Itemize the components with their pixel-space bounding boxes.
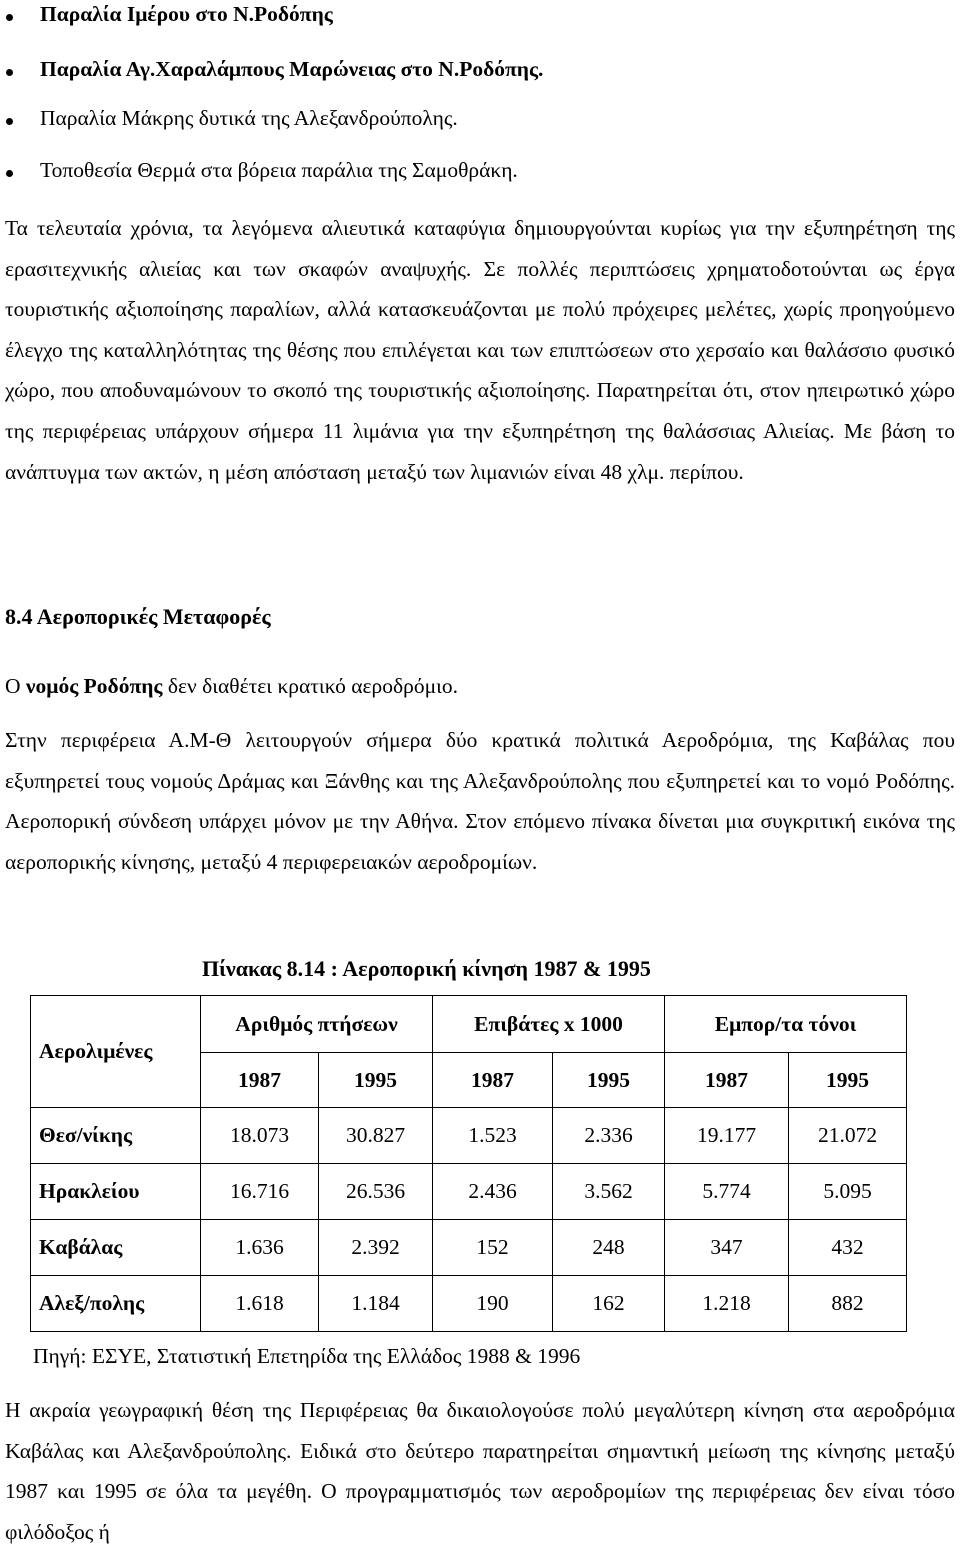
table-cell: 1.636 bbox=[201, 1220, 319, 1276]
group-header: Αριθμός πτήσεων bbox=[201, 996, 433, 1053]
table-cell: 432 bbox=[789, 1220, 907, 1276]
table-cell: 5.774 bbox=[665, 1164, 789, 1220]
table-cell: 1.218 bbox=[665, 1276, 789, 1332]
table-cell: 248 bbox=[553, 1220, 665, 1276]
table-cell: 3.562 bbox=[553, 1164, 665, 1220]
paragraph-fishing-shelters: Τα τελευταία χρόνια, τα λεγόμενα αλιευτικά καταφύγια δημιουργούνται κυρίως για την εξυπηρέτηση της ερασιτεχνικής αλιείας και των σκαφών αναψυχής. Σε πολλές περιπτώσεις χρηματοδοτούνται ως έργα τουριστικής αξιοποίησης παραλίων, αλλά κατασκευάζονται με πολύ πρόχειρες μελέτες, χωρίς προηγούμενο έλεγχο της καταλληλότητας της θέσης που επιλέγεται και των επιπτώσεων στο χερσαίο και θαλάσσιο φυσικό χώρο, που αποδυναμώνουν το σκοπό της τουριστικής αξιοποίησης. Παρατηρείται ότι, στον ηπειρωτικό χώρο της περιφέρειας υπάρχουν σήμερα 11 λιμάνια για την εξυπηρέτηση της θαλάσσιας Αλιείας. Με βάση το ανάπτυγμα των ακτών, η μέση απόσταση μεταξύ των λιμανιών είναι 48 χλμ. περίπου. bbox=[5, 216, 955, 484]
nomos-prefix: Ο bbox=[5, 674, 26, 698]
table-cell: 347 bbox=[665, 1220, 789, 1276]
year-header: 1987 bbox=[201, 1053, 319, 1108]
table-row bbox=[31, 1108, 907, 1164]
year-header: 1987 bbox=[433, 1053, 553, 1108]
table-cell: 16.716 bbox=[201, 1164, 319, 1220]
year-header: 1995 bbox=[789, 1053, 907, 1108]
table-cell: 152 bbox=[433, 1220, 553, 1276]
airport-name: Ηρακλείου bbox=[31, 1164, 201, 1220]
table-header-row bbox=[31, 996, 907, 1053]
section-heading: 8.4 Αεροπορικές Μεταφορές bbox=[5, 604, 271, 629]
year-header: 1995 bbox=[319, 1053, 433, 1108]
table-cell: 21.072 bbox=[789, 1108, 907, 1164]
group-header: Επιβάτες x 1000 bbox=[433, 996, 665, 1053]
bullet-icon bbox=[6, 14, 13, 21]
table-cell: 5.095 bbox=[789, 1164, 907, 1220]
bullet-icon bbox=[6, 170, 13, 177]
nomos-suffix: δεν διαθέτει κρατικό αεροδρόμιο. bbox=[162, 674, 459, 698]
list-item-text: Παραλία Μάκρης δυτικά της Αλεξανδρούπολης. bbox=[40, 106, 458, 130]
airport-name: Καβάλας bbox=[31, 1220, 201, 1276]
airport-name: Αλεξ/πολης bbox=[31, 1276, 201, 1332]
table-cell: 1.618 bbox=[201, 1276, 319, 1332]
bullet-icon bbox=[6, 69, 13, 76]
list-item-text: Παραλία Ιμέρου στο Ν.Ροδόπης bbox=[40, 2, 333, 26]
table-cell: 882 bbox=[789, 1276, 907, 1332]
table-cell: 1.523 bbox=[433, 1108, 553, 1164]
table-title: Πίνακας 8.14 : Αεροπορική κίνηση 1987 & 1995 bbox=[202, 956, 651, 981]
table-cell: 26.536 bbox=[319, 1164, 433, 1220]
table-source: Πηγή: ΕΣΥΕ, Στατιστική Επετηρίδα της Ελλάδος 1988 & 1996 bbox=[33, 1344, 581, 1368]
row-header-label: Αερολιμένες bbox=[31, 996, 201, 1108]
air-traffic-table bbox=[30, 995, 907, 1332]
year-header: 1995 bbox=[553, 1053, 665, 1108]
table-cell: 18.073 bbox=[201, 1108, 319, 1164]
nomos-statement bbox=[5, 674, 458, 699]
table-row bbox=[31, 1220, 907, 1276]
table-row bbox=[31, 1276, 907, 1332]
airport-name: Θεσ/νίκης bbox=[31, 1108, 201, 1164]
paragraph-airports: Στην περιφέρεια Α.Μ-Θ λειτουργούν σήμερα δύο κρατικά πολιτικά Αεροδρόμια, της Καβάλας που εξυπηρετεί τους νομούς Δράμας και Ξάνθης και της Αλεξανδρούπολης που εξυπηρετεί και το νομό Ροδόπης. Αεροπορική σύνδεση υπάρχει μόνον με την Αθήνα. Στον επόμενο πίνακα δίνεται μια συγκριτική εικόνα της αεροπορικής κίνησης, μεταξύ 4 περιφερειακών αεροδρομίων. bbox=[5, 728, 955, 874]
table-cell: 1.184 bbox=[319, 1276, 433, 1332]
table-cell: 2.436 bbox=[433, 1164, 553, 1220]
nomos-bold: νομός Ροδόπης bbox=[25, 674, 163, 698]
table-row bbox=[31, 1164, 907, 1220]
table-cell: 30.827 bbox=[319, 1108, 433, 1164]
table-cell: 162 bbox=[553, 1276, 665, 1332]
list-item-text: Τοποθεσία Θερμά στα βόρεια παράλια της Σαμοθράκη. bbox=[40, 158, 518, 182]
paragraph-geography: Η ακραία γεωγραφική θέση της Περιφέρειας θα δικαιολογούσε πολύ μεγαλύτερη κίνηση στα αεροδρόμια Καβάλας και Αλεξανδρούπολης. Ειδικά στο δεύτερο παρατηρείται σημαντική μείωση της κίνησης μεταξύ 1987 και 1995 σε όλα τα μεγέθη. Ο προγραμματισμός των αεροδρομίων της περιφέρειας δεν είναι τόσο φιλόδοξος ή bbox=[5, 1398, 955, 1544]
list-item-text: Παραλία Αγ.Χαραλάμπους Μαρώνειας στο Ν.Ροδόπης. bbox=[40, 57, 544, 81]
year-header: 1987 bbox=[665, 1053, 789, 1108]
bullet-icon bbox=[6, 118, 13, 125]
group-header: Εμπορ/τα τόνοι bbox=[665, 996, 907, 1053]
table-cell: 19.177 bbox=[665, 1108, 789, 1164]
table-cell: 2.336 bbox=[553, 1108, 665, 1164]
table-cell: 2.392 bbox=[319, 1220, 433, 1276]
table-cell: 190 bbox=[433, 1276, 553, 1332]
